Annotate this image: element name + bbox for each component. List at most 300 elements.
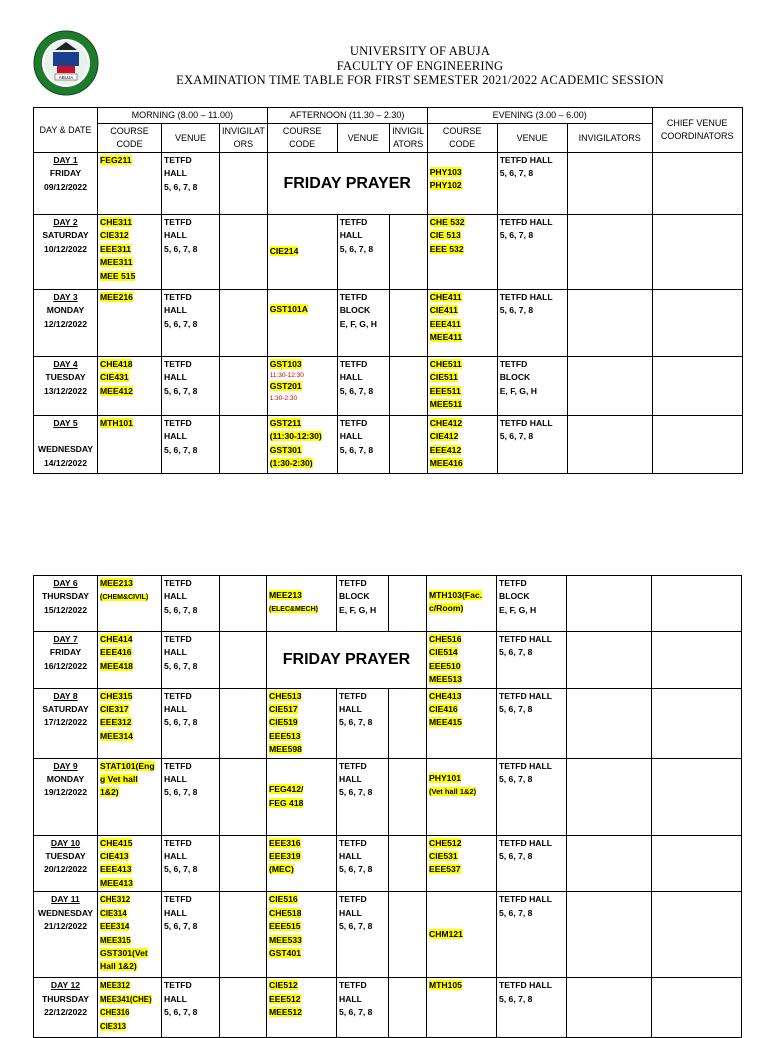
venue-line: TETFD — [339, 760, 367, 771]
course-code: MEE416 — [429, 458, 463, 469]
evening-venue-cell — [497, 835, 567, 892]
course-code: MEE512 — [269, 1007, 302, 1018]
morning-course-code-cell — [98, 576, 162, 632]
course-code: CIE314 — [100, 908, 127, 918]
chief-venue-coordinator-cell — [652, 978, 742, 1038]
venue-line: HALL — [164, 647, 187, 658]
evening-invigilators-cell — [567, 835, 652, 892]
course-code: FEG211 — [100, 155, 132, 165]
morning-course-code-cell — [98, 978, 162, 1038]
day-label: DAY 10 — [50, 837, 81, 848]
course-code: CIE214 — [269, 246, 299, 257]
evening-invigilators-cell — [567, 688, 652, 758]
afternoon-venue-cell — [337, 290, 389, 357]
evening-invigilators-cell — [567, 416, 652, 474]
course-code: MEE513 — [429, 674, 462, 685]
evening-course-code-cell — [427, 215, 497, 290]
venue-header: VENUE — [162, 124, 220, 153]
course-code: EEE537 — [429, 864, 461, 875]
venue-line: HALL — [339, 372, 363, 383]
course-code: MEE341(CHE) — [100, 994, 152, 1004]
morning-venue-cell — [162, 576, 220, 632]
friday-prayer: FRIDAY PRAYER — [267, 153, 427, 215]
course-code: (ELEC&MECH) — [269, 606, 318, 614]
chief-venue-coordinator-cell — [652, 835, 742, 892]
venue-line: HALL — [339, 704, 362, 715]
venue-line: TETFD — [164, 690, 192, 701]
course-code: EEE416 — [100, 647, 132, 658]
morning-invigilators-cell — [220, 153, 268, 215]
venue-line: 5, 6, 7, 8 — [339, 444, 374, 455]
course-code: CIE517 — [269, 704, 298, 715]
day-row — [34, 978, 742, 1038]
evening-course-code-cell — [427, 357, 497, 416]
morning-venue-cell — [162, 153, 220, 215]
venue-line: E, F, G, H — [499, 385, 537, 396]
morning-course-code-cell — [98, 153, 162, 215]
venue-line: TETFD — [164, 155, 192, 165]
course-code: CHM121 — [429, 929, 463, 940]
course-code: MEE312 — [100, 981, 130, 991]
chief-venue-coordinator-cell — [652, 215, 742, 290]
course-code: EEE319 — [269, 851, 301, 862]
morning-course-code-cell — [98, 835, 162, 892]
weekday: SATURDAY — [42, 230, 89, 241]
course-code: EEE511 — [429, 385, 461, 396]
afternoon-course-code-cell — [267, 416, 337, 474]
course-code: GST101A — [269, 304, 308, 314]
day-row — [34, 892, 742, 978]
course-code: GST211 — [269, 418, 302, 428]
weekday: TUESDAY — [45, 851, 86, 862]
venue-line: HALL — [164, 993, 187, 1004]
afternoon-venue-cell — [337, 688, 389, 758]
venue-line: HALL — [164, 851, 187, 862]
course-code: EEE314 — [100, 922, 130, 932]
afternoon-venue-cell — [337, 978, 389, 1038]
course-code: MEE314 — [100, 730, 133, 741]
course-code: CIE511 — [429, 372, 458, 383]
venue-line: HALL — [339, 851, 362, 862]
exam-date: 12/12/2022 — [43, 318, 87, 329]
subheader-row — [34, 124, 743, 153]
course-code: CHE512 — [429, 837, 462, 848]
morning-course-code-cell — [98, 688, 162, 758]
course-code: CHE418 — [100, 359, 133, 369]
morning-invigilators-cell — [220, 416, 268, 474]
day-label: DAY 3 — [53, 292, 78, 302]
afternoon-course-code-cell — [267, 290, 337, 357]
day-row — [34, 153, 743, 215]
venue-line: TETFD — [164, 292, 192, 302]
course-code: MTH103(Fac. — [429, 590, 483, 600]
course-code: g Vet hall — [100, 774, 138, 785]
day-row — [34, 215, 743, 290]
course-code: CIE514 — [429, 647, 458, 658]
course-code: EEE512 — [269, 993, 301, 1004]
evening-venue-cell — [497, 892, 567, 978]
course-code: 11:30-12:30 — [269, 372, 304, 380]
venue-line: BLOCK — [339, 305, 371, 316]
afternoon-venue-cell — [337, 892, 389, 978]
venue-line: HALL — [339, 774, 362, 785]
course-code-header: COURSE CODE — [98, 124, 162, 153]
exam-date: 13/12/2022 — [43, 385, 87, 396]
header-row — [34, 108, 743, 124]
morning-invigilators-cell — [220, 758, 267, 835]
course-code: CHE516 — [429, 634, 462, 644]
course-code: 1&2) — [100, 787, 119, 798]
course-code: CHE316 — [100, 1008, 130, 1018]
venue-line: TETFD — [339, 359, 368, 369]
course-code: MEE415 — [429, 717, 462, 728]
weekday: FRIDAY — [49, 168, 82, 179]
evening-course-code-cell — [427, 688, 497, 758]
evening-course-code-cell — [427, 632, 497, 689]
course-code: CIE516 — [269, 894, 298, 905]
day-row — [34, 576, 742, 632]
venue-line: HALL — [164, 774, 187, 785]
venue-line: 5, 6, 7, 8 — [339, 864, 373, 875]
chief-venue-coordinator-cell — [652, 632, 742, 689]
day-date-cell — [34, 357, 98, 416]
venue-line: 5, 6, 7, 8 — [499, 704, 533, 715]
morning-venue-cell — [162, 215, 220, 290]
day-date-cell — [34, 978, 98, 1038]
course-code: CIE413 — [100, 851, 129, 862]
afternoon-invigilators-cell — [389, 892, 427, 978]
venue-line: TETFD — [164, 894, 192, 905]
course-code: MEE413 — [100, 877, 133, 888]
course-code: MEE418 — [100, 660, 133, 671]
course-code: MEE213 — [269, 590, 302, 600]
venue-line: TETFD HALL — [499, 894, 552, 905]
day-label: DAY 6 — [53, 578, 78, 588]
venue-line: 5, 6, 7, 8 — [164, 864, 198, 875]
day-date-cell — [34, 153, 98, 215]
day-label: DAY 11 — [51, 894, 80, 905]
course-code-header: COURSE CODE — [267, 124, 337, 153]
course-code: MTH101 — [100, 418, 133, 428]
morning-venue-cell — [162, 632, 220, 689]
course-code: GST301(Vet — [100, 947, 148, 958]
evening-venue-cell — [497, 758, 567, 835]
afternoon-course-code-cell — [267, 892, 337, 978]
morning-venue-cell — [162, 416, 220, 474]
exam-date: 14/12/2022 — [43, 457, 87, 468]
evening-invigilators-cell — [567, 357, 652, 416]
evening-venue-cell — [497, 290, 567, 357]
evening-course-code-cell — [427, 978, 497, 1038]
course-code: CIE317 — [100, 704, 129, 715]
evening-venue-cell — [497, 416, 567, 474]
university-logo — [33, 30, 99, 96]
venue-line: TETFD HALL — [499, 292, 553, 302]
day-label: DAY 1 — [53, 155, 78, 165]
venue-line: 5, 6, 7, 8 — [164, 717, 198, 728]
course-code: MEE311 — [100, 257, 133, 268]
venue-line: TETFD — [339, 837, 367, 848]
course-code: (11:30-12:30) — [269, 431, 322, 442]
afternoon-course-code-cell — [267, 688, 337, 758]
morning-header: MORNING (8.00 – 11.00) — [98, 108, 268, 124]
course-code: MEE213 — [100, 578, 133, 588]
exam-date: 19/12/2022 — [43, 787, 87, 798]
course-code: PHY103 — [429, 167, 462, 177]
course-code: CIE313 — [100, 1021, 127, 1031]
course-code: MTH105 — [429, 980, 462, 991]
venue-line: TETFD HALL — [499, 980, 552, 991]
evening-invigilators-cell — [567, 290, 652, 357]
evening-invigilators-cell — [567, 632, 652, 689]
venue-line: 5, 6, 7, 8 — [499, 774, 533, 785]
afternoon-venue-cell — [337, 758, 389, 835]
venue-line: TETFD — [339, 292, 368, 302]
morning-venue-cell — [162, 892, 220, 978]
exam-date: 16/12/2022 — [43, 660, 87, 671]
venue-line: HALL — [339, 230, 363, 241]
venue-line: HALL — [339, 907, 362, 918]
venue-line: TETFD — [339, 578, 367, 588]
course-code: CHE518 — [269, 907, 302, 918]
logo-text: ABUJA — [58, 75, 74, 80]
afternoon-invigilators-cell — [389, 357, 427, 416]
venue-line: HALL — [164, 168, 187, 179]
exam-date: 15/12/2022 — [43, 604, 87, 615]
course-code: CIE416 — [429, 704, 458, 715]
venue-header: VENUE — [337, 124, 389, 153]
chief-venue-coordinator-cell — [652, 688, 742, 758]
day-date-cell — [34, 290, 98, 357]
exam-date: 09/12/2022 — [43, 181, 87, 192]
evening-venue-cell — [497, 153, 567, 215]
venue-line: HALL — [164, 372, 187, 383]
morning-course-code-cell — [98, 357, 162, 416]
invigilators-header: INVIGILATORS — [567, 124, 652, 153]
evening-header: EVENING (3.00 – 6.00) — [427, 108, 652, 124]
morning-course-code-cell — [98, 758, 162, 835]
evening-venue-cell — [497, 632, 567, 689]
course-code: EEE411 — [429, 318, 461, 329]
venue-line: 5, 6, 7, 8 — [339, 1007, 373, 1018]
day-date-cell — [34, 688, 98, 758]
venue-line: 5, 6, 7, 8 — [164, 660, 198, 671]
venue-line: TETFD — [339, 690, 367, 701]
evening-invigilators-cell — [567, 153, 652, 215]
course-code: CIE312 — [100, 230, 129, 241]
day-row — [34, 758, 742, 835]
venue-line: E, F, G, H — [339, 604, 377, 615]
afternoon-course-code-cell — [267, 576, 337, 632]
afternoon-invigilators-cell — [389, 688, 427, 758]
university-name: UNIVERSITY OF ABUJA — [349, 44, 491, 58]
venue-line: HALL — [164, 704, 187, 715]
evening-invigilators-cell — [567, 978, 652, 1038]
venue-line: 5, 6, 7, 8 — [164, 604, 198, 615]
venue-line: TETFD — [164, 578, 192, 588]
afternoon-venue-cell — [337, 357, 389, 416]
evening-venue-cell — [497, 215, 567, 290]
exam-date: 22/12/2022 — [43, 1007, 87, 1018]
day-label: DAY 2 — [53, 217, 78, 227]
day-label: DAY 7 — [53, 634, 78, 644]
venue-line: TETFD HALL — [499, 217, 553, 227]
venue-line: E, F, G, H — [339, 318, 377, 329]
venue-line: 5, 6, 7, 8 — [499, 168, 534, 179]
day-row — [34, 632, 742, 689]
course-code: CHE312 — [100, 895, 131, 905]
venue-line: 5, 6, 7, 8 — [339, 717, 373, 728]
morning-course-code-cell — [98, 416, 162, 474]
afternoon-course-code-cell — [267, 758, 337, 835]
evening-invigilators-cell — [567, 215, 652, 290]
chief-venue-coordinator-cell — [652, 758, 742, 835]
day-date-cell — [34, 215, 98, 290]
evening-course-code-cell — [427, 290, 497, 357]
venue-header: VENUE — [497, 124, 567, 153]
course-code: CHE415 — [100, 837, 133, 848]
course-code: MEE411 — [429, 332, 463, 343]
evening-course-code-cell — [427, 153, 497, 215]
venue-line: TETFD — [164, 359, 192, 369]
day-row — [34, 688, 742, 758]
course-code: EEE515 — [269, 921, 301, 932]
course-code: FEG412/ — [269, 784, 304, 795]
course-code: EEE312 — [100, 717, 132, 728]
evening-venue-cell — [497, 576, 567, 632]
afternoon-course-code-cell — [267, 357, 337, 416]
invigilators-header: INVIGIL ATORS — [389, 124, 427, 153]
course-code: Hall 1&2) — [100, 961, 137, 972]
venue-line: HALL — [164, 230, 187, 241]
course-code: CHE 532 — [429, 217, 465, 227]
exam-date: 10/12/2022 — [43, 243, 87, 254]
evening-venue-cell — [497, 688, 567, 758]
day-label: DAY 9 — [53, 760, 78, 771]
venue-line: BLOCK — [499, 372, 531, 383]
invigilators-header: INVIGILAT ORS — [220, 124, 268, 153]
course-code: CHE413 — [429, 690, 462, 701]
morning-invigilators-cell — [220, 892, 267, 978]
afternoon-venue-cell — [337, 835, 389, 892]
course-code: (MEC) — [269, 864, 294, 875]
morning-invigilators-cell — [220, 688, 267, 758]
morning-venue-cell — [162, 688, 220, 758]
day-label: DAY 5 — [53, 418, 78, 428]
weekday: WEDNESDAY — [37, 444, 94, 455]
course-code: STAT101(Eng — [100, 760, 155, 771]
venue-line: HALL — [164, 305, 187, 316]
venue-line: TETFD — [499, 359, 528, 369]
evening-venue-cell — [497, 357, 567, 416]
faculty-name: FACULTY OF ENGINEERING — [336, 58, 504, 73]
course-code: GST401 — [269, 947, 302, 958]
weekday: FRIDAY — [49, 647, 82, 658]
evening-course-code-cell — [427, 758, 497, 835]
course-code: GST201 — [269, 381, 302, 392]
afternoon-course-code-cell — [267, 215, 337, 290]
afternoon-invigilators-cell — [389, 835, 427, 892]
timetable-part-2 — [33, 575, 742, 1038]
course-code: PHY102 — [429, 180, 462, 191]
course-code: EEE510 — [429, 660, 461, 671]
course-code: CIE512 — [269, 980, 298, 991]
venue-line: 5, 6, 7, 8 — [164, 444, 198, 455]
course-code: MEE315 — [100, 935, 131, 945]
venue-line: TETFD — [164, 217, 192, 227]
venue-line: 5, 6, 7, 8 — [339, 385, 374, 396]
evening-course-code-cell — [427, 835, 497, 892]
chief-venue-coordinator-cell — [652, 892, 742, 978]
course-code: CIE411 — [429, 305, 458, 316]
day-date-cell — [34, 758, 98, 835]
venue-line: 5, 6, 7, 8 — [164, 243, 198, 254]
morning-invigilators-cell — [220, 632, 267, 689]
afternoon-invigilators-cell — [389, 758, 427, 835]
weekday: THURSDAY — [42, 591, 89, 602]
venue-line: TETFD — [164, 837, 192, 848]
course-code: PHY101 — [429, 772, 462, 783]
afternoon-venue-cell — [337, 576, 389, 632]
course-code: MEE 515 — [100, 270, 136, 281]
venue-line: BLOCK — [499, 591, 530, 602]
morning-invigilators-cell — [220, 290, 268, 357]
venue-line: 5, 6, 7, 8 — [164, 385, 198, 396]
course-code: c/Room) — [429, 603, 464, 614]
weekday: MONDAY — [46, 305, 85, 316]
venue-line: 5, 6, 7, 8 — [499, 851, 533, 862]
morning-venue-cell — [162, 758, 220, 835]
morning-invigilators-cell — [220, 835, 267, 892]
venue-line: TETFD — [164, 418, 192, 428]
venue-line: HALL — [164, 431, 187, 442]
venue-line: 5, 6, 7, 8 — [339, 921, 373, 932]
evening-venue-cell — [497, 978, 567, 1038]
course-code: EEE316 — [269, 837, 301, 848]
course-code: (CHEM&CIVIL) — [100, 594, 149, 602]
afternoon-venue-cell — [337, 215, 389, 290]
course-code: EEE 532 — [429, 243, 464, 254]
venue-line: 5, 6, 7, 8 — [499, 305, 534, 316]
venue-line: 5, 6, 7, 8 — [339, 787, 373, 798]
day-label: DAY 12 — [50, 980, 81, 991]
afternoon-venue-cell — [337, 416, 389, 474]
venue-line: 5, 6, 7, 8 — [164, 318, 198, 329]
venue-line: 5, 6, 7, 8 — [164, 921, 198, 932]
course-code: MEE598 — [269, 744, 302, 755]
venue-line: TETFD — [499, 578, 527, 588]
venue-line: TETFD — [339, 980, 367, 991]
friday-prayer: FRIDAY PRAYER — [267, 632, 427, 689]
evening-course-code-cell — [427, 416, 497, 474]
course-code: CHE412 — [429, 418, 463, 428]
course-code: MEE511 — [429, 399, 463, 410]
day-label: DAY 8 — [53, 690, 78, 701]
venue-line: TETFD — [339, 418, 368, 428]
venue-line: TETFD — [164, 760, 192, 771]
document-heading — [100, 44, 740, 88]
day-date-cell — [34, 835, 98, 892]
afternoon-invigilators-cell — [389, 416, 427, 474]
venue-line: BLOCK — [339, 591, 370, 602]
venue-line: TETFD — [164, 634, 192, 644]
morning-venue-cell — [162, 290, 220, 357]
venue-line: TETFD HALL — [499, 690, 552, 701]
day-date-cell — [34, 632, 98, 689]
morning-venue-cell — [162, 835, 220, 892]
morning-course-code-cell — [98, 892, 162, 978]
venue-line: TETFD HALL — [499, 760, 552, 771]
